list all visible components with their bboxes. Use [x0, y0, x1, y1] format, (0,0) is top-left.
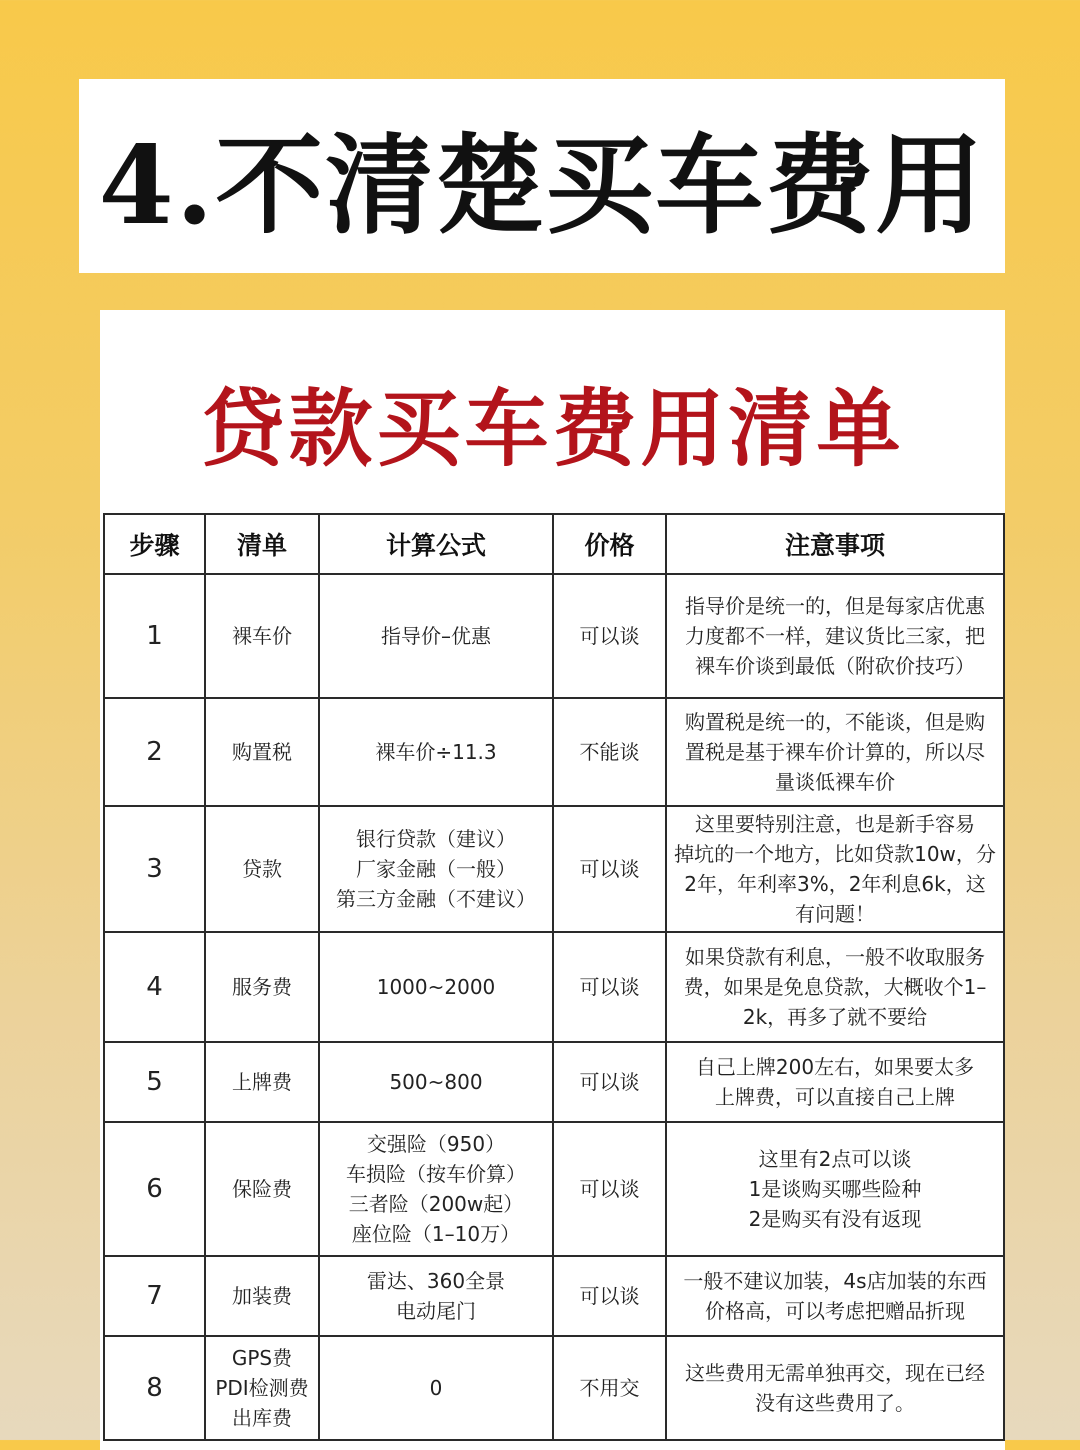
formula-line: 座位险（1–10万）	[351, 1222, 521, 1246]
cell-step: 2	[104, 698, 205, 806]
page-title: 4.不清楚买车费用	[98, 122, 986, 249]
table-row	[104, 1256, 1004, 1336]
cell-formula	[319, 932, 553, 1042]
cell-price: 可以谈	[553, 1256, 666, 1336]
cell-item	[205, 1336, 319, 1440]
note-line: 掉坑的一个地方，比如贷款10w，分	[674, 842, 996, 866]
cell-price: 不用交	[553, 1336, 666, 1440]
formula-line: 交强险（950）	[366, 1132, 506, 1156]
formula-line: 0	[429, 1376, 443, 1400]
title-banner	[79, 79, 1005, 273]
cell-price: 可以谈	[553, 1042, 666, 1122]
formula-line: 雷达、360全景	[366, 1269, 506, 1293]
cell-item	[205, 1122, 319, 1256]
note-line: 置税是基于裸车价计算的，所以尽	[685, 740, 985, 764]
note-line: 2年，年利率3%，2年利息6k，这	[684, 872, 986, 896]
note-line: 自己上牌200左右，如果要太多	[695, 1055, 975, 1079]
item-line: 服务费	[232, 975, 292, 999]
cell-item	[205, 698, 319, 806]
cell-price: 可以谈	[553, 806, 666, 932]
cell-price: 可以谈	[553, 574, 666, 698]
note-line: 有问题！	[795, 902, 875, 926]
cell-formula	[319, 1256, 553, 1336]
cell-step: 3	[104, 806, 205, 932]
note-line: 量谈低裸车价	[775, 770, 895, 794]
item-line: 裸车价	[232, 624, 292, 648]
cell-formula	[319, 806, 553, 932]
cell-item	[205, 1042, 319, 1122]
header-formula: 计算公式	[319, 514, 553, 574]
cell-formula	[319, 1336, 553, 1440]
cell-item	[205, 806, 319, 932]
note-line: 这里要特别注意，也是新手容易	[695, 812, 975, 836]
note-line: 2是购买有没有返现	[748, 1207, 922, 1231]
note-line: 一般不建议加装，4s店加装的东西	[683, 1269, 987, 1293]
formula-line: 电动尾门	[396, 1299, 476, 1323]
note-line: 价格高，可以考虑把赠品折现	[705, 1299, 965, 1323]
item-line: 加装费	[232, 1284, 292, 1308]
formula-line: 指导价–优惠	[381, 624, 491, 648]
cell-note	[666, 698, 1004, 806]
formula-line: 1000~2000	[376, 975, 496, 999]
cell-price: 可以谈	[553, 1122, 666, 1256]
table-row	[104, 1336, 1004, 1440]
note-line: 购置税是统一的，不能谈，但是购	[685, 710, 985, 734]
table-row	[104, 1122, 1004, 1256]
note-line: 上牌费，可以直接自己上牌	[715, 1085, 955, 1109]
item-line: GPS费	[231, 1346, 293, 1370]
note-line: 裸车价谈到最低（附砍价技巧）	[695, 654, 975, 678]
cell-formula	[319, 698, 553, 806]
cell-note	[666, 806, 1004, 932]
header-step: 步骤	[104, 514, 205, 574]
formula-line: 500~800	[389, 1070, 483, 1094]
note-line: 这些费用无需单独再交，现在已经	[685, 1361, 985, 1385]
table-row	[104, 1042, 1004, 1122]
note-line: 费，如果是免息贷款，大概收个1–	[683, 975, 987, 999]
item-line: PDI检测费	[215, 1376, 309, 1400]
cell-formula	[319, 574, 553, 698]
table-body	[104, 574, 1004, 1440]
cell-note	[666, 1256, 1004, 1336]
note-line: 2k，再多了就不要给	[742, 1005, 928, 1029]
cell-formula	[319, 1042, 553, 1122]
note-line: 如果贷款有利息，一般不收取服务	[685, 945, 985, 969]
item-line: 出库费	[232, 1406, 292, 1430]
cell-note	[666, 574, 1004, 698]
item-line: 上牌费	[232, 1070, 292, 1094]
note-line: 力度都不一样，建议货比三家，把	[685, 624, 985, 648]
table-row	[104, 574, 1004, 698]
cell-note	[666, 932, 1004, 1042]
cell-step: 6	[104, 1122, 205, 1256]
item-line: 贷款	[242, 857, 282, 881]
note-line: 1是谈购买哪些险种	[748, 1177, 922, 1201]
cell-step: 1	[104, 574, 205, 698]
cell-note	[666, 1122, 1004, 1256]
header-note: 注意事项	[666, 514, 1004, 574]
cell-price: 不能谈	[553, 698, 666, 806]
formula-line: 银行贷款（建议）	[356, 827, 516, 851]
cell-item	[205, 574, 319, 698]
cell-step: 4	[104, 932, 205, 1042]
cell-step: 7	[104, 1256, 205, 1336]
cell-item	[205, 932, 319, 1042]
table-row	[104, 806, 1004, 932]
table-row	[104, 698, 1004, 806]
formula-line: 第三方金融（不建议）	[336, 887, 536, 911]
header-price: 价格	[553, 514, 666, 574]
cell-step: 8	[104, 1336, 205, 1440]
cell-note	[666, 1336, 1004, 1440]
cell-note	[666, 1042, 1004, 1122]
formula-line: 裸车价÷11.3	[375, 740, 497, 764]
fee-table	[103, 513, 1005, 1441]
cell-formula	[319, 1122, 553, 1256]
formula-line: 三者险（200w起）	[348, 1192, 524, 1216]
cell-item	[205, 1256, 319, 1336]
cell-step: 5	[104, 1042, 205, 1122]
card-title: 贷款买车费用清单	[200, 379, 905, 478]
note-line: 没有这些费用了。	[755, 1391, 915, 1415]
item-line: 保险费	[232, 1177, 292, 1201]
formula-line: 厂家金融（一般）	[356, 857, 516, 881]
table-header-row	[104, 514, 1004, 574]
cell-price: 可以谈	[553, 932, 666, 1042]
note-line: 这里有2点可以谈	[758, 1147, 912, 1171]
item-line: 购置税	[232, 740, 292, 764]
table-row	[104, 932, 1004, 1042]
note-line: 指导价是统一的，但是每家店优惠	[685, 594, 985, 618]
formula-line: 车损险（按车价算）	[346, 1162, 526, 1186]
header-item: 清单	[205, 514, 319, 574]
